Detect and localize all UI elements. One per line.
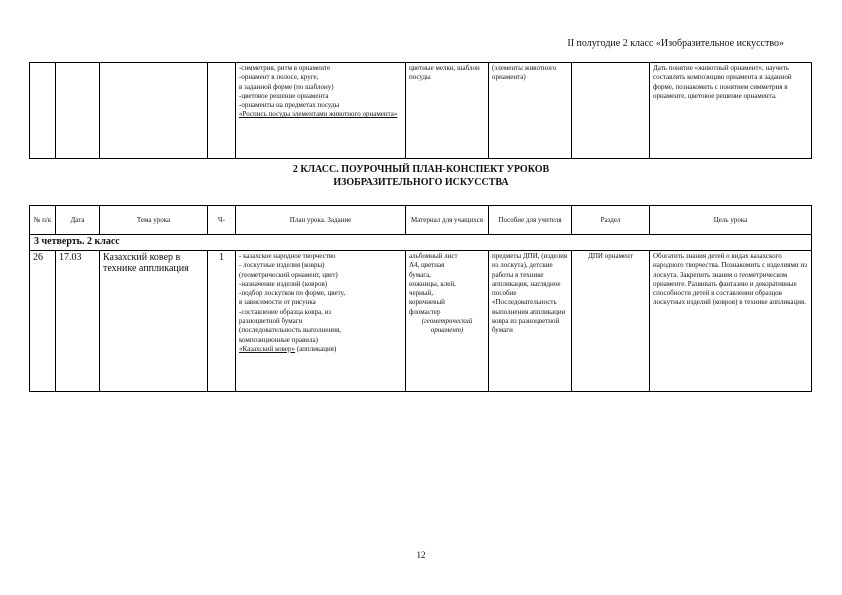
prev-materials-cell: цветные мелки, шаблон посуды bbox=[406, 63, 489, 159]
header-goal: Цель урока bbox=[650, 206, 812, 235]
header-date: Дата bbox=[56, 206, 100, 235]
quarter-row bbox=[30, 235, 812, 251]
plan-line: -симметрия, ритм в орнаменте bbox=[239, 64, 331, 72]
lesson-plan-table bbox=[29, 205, 812, 392]
page-number: 12 bbox=[416, 550, 426, 560]
section-title-line-1: 2 КЛАСС. ПОУРОЧНЫЙ ПЛАН-КОНСПЕКТ УРОКОВ bbox=[292, 164, 550, 175]
plan-line: -орнаменты на предметах посуды bbox=[239, 101, 340, 110]
header-materials: Материал для учащихся bbox=[406, 206, 489, 235]
prev-aids-cell: (элементы животного орнамента) bbox=[489, 63, 572, 159]
prev-section-cell bbox=[572, 63, 650, 159]
plan-line: -составление образца ковра, из bbox=[239, 307, 332, 316]
plan-line: -подбор лоскутков по форме, цвету, bbox=[239, 289, 346, 298]
materials-line: черный, bbox=[409, 289, 434, 298]
section-title-line-2: ИЗОБРАЗИТЕЛЬНОГО ИСКУССТВА bbox=[333, 177, 509, 188]
lesson-goal: Обогатить знания детей о видах казахского народного творчества. Познакомить с изделиями из лоскута. Закрепить знания о геометрическом орнаменте. Развивать фантазию и декоративные способности детей в составлении образцов лоскутных изделий (ковров) в технике аппликация. bbox=[650, 251, 812, 392]
materials-line: фломастер bbox=[409, 307, 441, 316]
header-plan: План урока. Задание bbox=[236, 206, 406, 235]
plan-assignment-suffix: (аппликация) bbox=[295, 344, 337, 353]
materials-line: альбомный лист bbox=[409, 252, 458, 260]
header-topic: Тема урока bbox=[100, 206, 208, 235]
prev-plan-cell bbox=[236, 63, 406, 159]
plan-line: - лоскутные изделия (ковры) bbox=[239, 261, 325, 270]
lesson-aids: предметы ДПИ, (изделия из лоскута), детские работы в технике аппликация, наглядное пособие «Последовательность выполнения аппликации ковра из разноцветной бумаги bbox=[489, 251, 572, 392]
lesson-num: 26 bbox=[30, 251, 56, 392]
prev-num-cell bbox=[30, 63, 56, 159]
header-section: Раздел bbox=[572, 206, 650, 235]
plan-line: в зависимости от рисунка bbox=[239, 298, 316, 307]
previous-lesson-row bbox=[30, 63, 812, 159]
lesson-materials bbox=[406, 251, 489, 392]
materials-line: А4, цветная bbox=[409, 261, 445, 270]
plan-assignment-title: «Казахский ковер» bbox=[239, 344, 296, 353]
plan-assignment-title: «Роспись посуды элементами животного орнамента» bbox=[239, 110, 398, 119]
plan-line: -назначение изделий (ковров) bbox=[239, 279, 328, 288]
plan-line: (последовательность выполнения, bbox=[239, 326, 341, 335]
materials-line: ножницы, клей, bbox=[409, 279, 456, 288]
plan-line: -орнамент в полосе, круге, bbox=[239, 73, 319, 82]
materials-line: бумага, bbox=[409, 270, 431, 279]
lesson-plan bbox=[236, 251, 406, 392]
plan-line: разноцветной бумаги bbox=[239, 317, 303, 326]
plan-line: (геометрический орнамент, цвет) bbox=[239, 270, 338, 279]
lesson-topic: Казахский ковер в технике аппликация bbox=[100, 251, 208, 392]
previous-lesson-table bbox=[29, 62, 812, 159]
header-aids: Пособие для учителя bbox=[489, 206, 572, 235]
prev-hours-cell bbox=[208, 63, 236, 159]
running-header: II полугодие 2 класс «Изобразительное искусство» bbox=[567, 38, 784, 49]
prev-topic-cell bbox=[100, 63, 208, 159]
plan-assignment bbox=[239, 345, 402, 354]
materials-line: коричневый bbox=[409, 298, 445, 307]
prev-goal-cell: Дать понятие «животный орнамент», научить составлять композицию орнамента в заданной форме, познакомить с понятием симметрия в орнаменте, цветовое решение орнамента. bbox=[650, 63, 812, 159]
lesson-date: 17.03 bbox=[56, 251, 100, 392]
prev-date-cell bbox=[56, 63, 100, 159]
header-num: № п/к bbox=[30, 206, 56, 235]
section-title bbox=[0, 163, 842, 189]
table-header-row bbox=[30, 206, 812, 235]
plan-line: в заданной форме (по шаблону) bbox=[239, 82, 334, 91]
plan-line: композиционные правила) bbox=[239, 335, 318, 344]
header-hours: Ч- bbox=[208, 206, 236, 235]
lesson-row bbox=[30, 251, 812, 392]
lesson-hours: 1 bbox=[208, 251, 236, 392]
lesson-section: ДПИ орнамент bbox=[572, 251, 650, 392]
plan-line: - казахское народное творчество bbox=[239, 252, 336, 260]
plan-line: -цветовое решение орнамента bbox=[239, 91, 329, 100]
materials-note: (геометрический орнамент) bbox=[421, 317, 473, 335]
quarter-label: 3 четверть. 2 класс bbox=[30, 235, 812, 251]
